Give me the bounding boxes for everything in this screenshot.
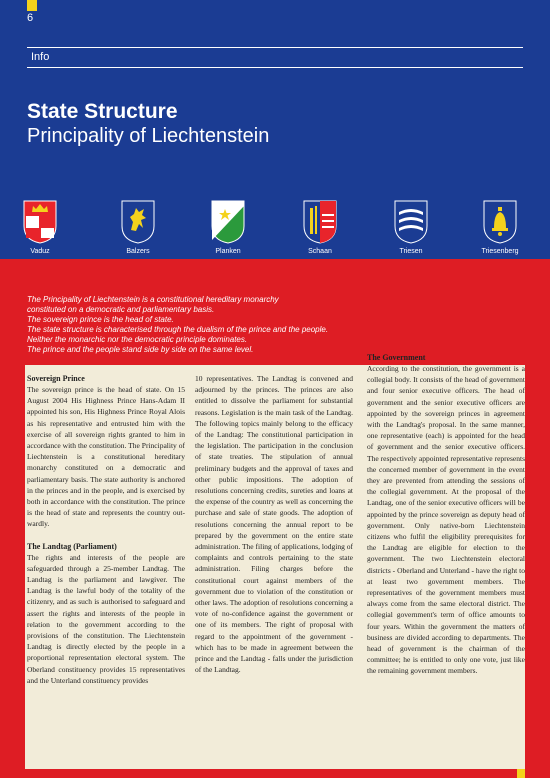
schaan-crest-icon <box>303 200 337 244</box>
intro-line: The sovereign prince is the head of state. <box>27 315 174 324</box>
intro-line: Neither the monarchic nor the democratic principle dominates. <box>27 335 248 344</box>
footer-marker <box>517 769 525 778</box>
section-bar <box>27 47 523 68</box>
municipality-crests <box>0 200 550 272</box>
crest-label: Triesen <box>399 248 423 255</box>
vaduz-crest-icon <box>23 200 57 244</box>
crest-schaan <box>285 200 355 255</box>
crest-triesen <box>376 200 446 255</box>
column-1 <box>27 373 185 686</box>
crest-triesenberg <box>465 200 535 255</box>
crest-label: Vaduz <box>30 248 50 255</box>
crest-balzers <box>103 200 173 255</box>
intro-line: The Principality of Liechtenstein is a constitutional hereditary monarchy <box>27 295 279 304</box>
intro-line: constituted on a democratic and parliamentary basis. <box>27 305 215 314</box>
triesen-crest-icon <box>394 200 428 244</box>
crest-vaduz <box>5 200 75 255</box>
page-subtitle: Principality of Liechtenstein <box>27 125 270 147</box>
landtag-text-part-2: 10 representatives. The Landtag is convened and adjourned by the princes. The princes are also entitled to dissolve the parliament for substantial reasons. Legislation is the main task of the Landtag. The following topics mainly belong to the efficacy of the Landtag: The constitutional participation in the legislation. The participation in the conclusion of state treaties. The stipulation of annual preliminary budgets and the approval of taxes and other public impositions. The adoption of resolutions concerning credits, sureties and loans at the expense of the country as well as concerning the purchase and sale of state goods. The adoption of resolutions concerning the annual report to be prepared by the government on the entire state administration. The filing of applications, lodging of complaints and controls pertaining to the state administration. Filing charges before the constitutional court against members of the government due to violation of the constitution or other laws. The adoption of resolutions concerning a vote of no-confidence against the government or one of its members. The right of proposal with regard to the appointment of the government - which has to be made in agreement between the prince and the Landtag - falls under the jurisdiction of the Landtag. <box>195 374 353 675</box>
section-heading-government: The Government <box>367 353 426 362</box>
section-heading-landtag: The Landtag (Parliament) <box>27 541 117 551</box>
crest-label: Schaan <box>308 248 332 255</box>
crest-label: Triesenberg <box>481 248 519 255</box>
balzers-crest-icon <box>121 200 155 244</box>
crest-label: Planken <box>215 248 241 255</box>
page-number: 6 <box>27 12 34 24</box>
government-text: According to the constitution, the government is a collegial body. It consists of the head of government and four senior executive officers. The head of government and the senior executive officers are appointed by the sovereign princes in agreement with the Landtag's proposal. In the same manner, one representative (each) is appointed for the head of government and the senior executive officers. The respectively appointed representative represents the concerned member of government in the event they are prevented from attending the sessions of the collegial government. At the proposal of the Landtag, one of the senior executive officers will be appointed by the prince sovereign as deputy head of government. Only native-born Liechtenstein citizens who fulfil the eligibility prerequisites for the Landtag are eligible for election to the government. The two Liechtenstein electoral districts - Oberland and Unterland - have the right to at least two government members. The representatives of the government members must always come from the same electoral district. The collegial government's term of office amounts to four years. Within the government the matters of business are divided according to departments. The head of government is the chairman of the committee; he is entitled to only one vote, just like the remaining government members. <box>367 364 525 676</box>
intro-statement <box>27 295 527 355</box>
intro-line: The prince and the people stand side by side on the same level. <box>27 345 254 354</box>
page-title: State Structure <box>27 100 178 123</box>
planken-crest-icon <box>211 200 245 244</box>
landtag-text-part-1: The rights and interests of the people are safeguarded through a 25-member Landtag. The Landtag is the parliament and lawgiver. The Landtag is the lawful body of the totality of the citizenry, and as such is authorised to safeguard and assert the rights and interests of the people in relation to the government according to the provisions of the constitution. The Liechtenstein Landtag is directly elected by the people in a proportional representation electoral system. The Oberland constituency provides 15 representatives and the Unterland constituency provides <box>27 552 185 685</box>
section-label: Info <box>31 51 50 63</box>
page-number-marker <box>27 0 37 11</box>
section-heading-sovereign-prince: Sovereign Prince <box>27 374 85 383</box>
triesenberg-crest-icon <box>483 200 517 244</box>
crest-label: Balzers <box>126 248 150 255</box>
sovereign-prince-text: The sovereign prince is the head of state. On 15 August 2004 His Highness Prince Hans-Adam II appointed his son, His Highness Prince Royal Alois as his representative and entrusted him with the exercise of all sovereign rights granted to him in accordance with the constitution. The Principality of Liechtenstein is a constitutional hereditary monarchy constituted on a democratic and parliamentary basis. The state authority is anchored in the princes and in the people, and is exercised by both in accordance with the constitution. The prince is the head of state and represents the country out-wardly. <box>27 385 185 529</box>
body-text-panel <box>25 353 525 769</box>
column-3 <box>367 352 525 677</box>
crest-planken <box>193 200 263 255</box>
column-2 <box>195 373 353 675</box>
intro-line: The state structure is characterised through the dualism of the prince and the people. <box>27 325 329 334</box>
